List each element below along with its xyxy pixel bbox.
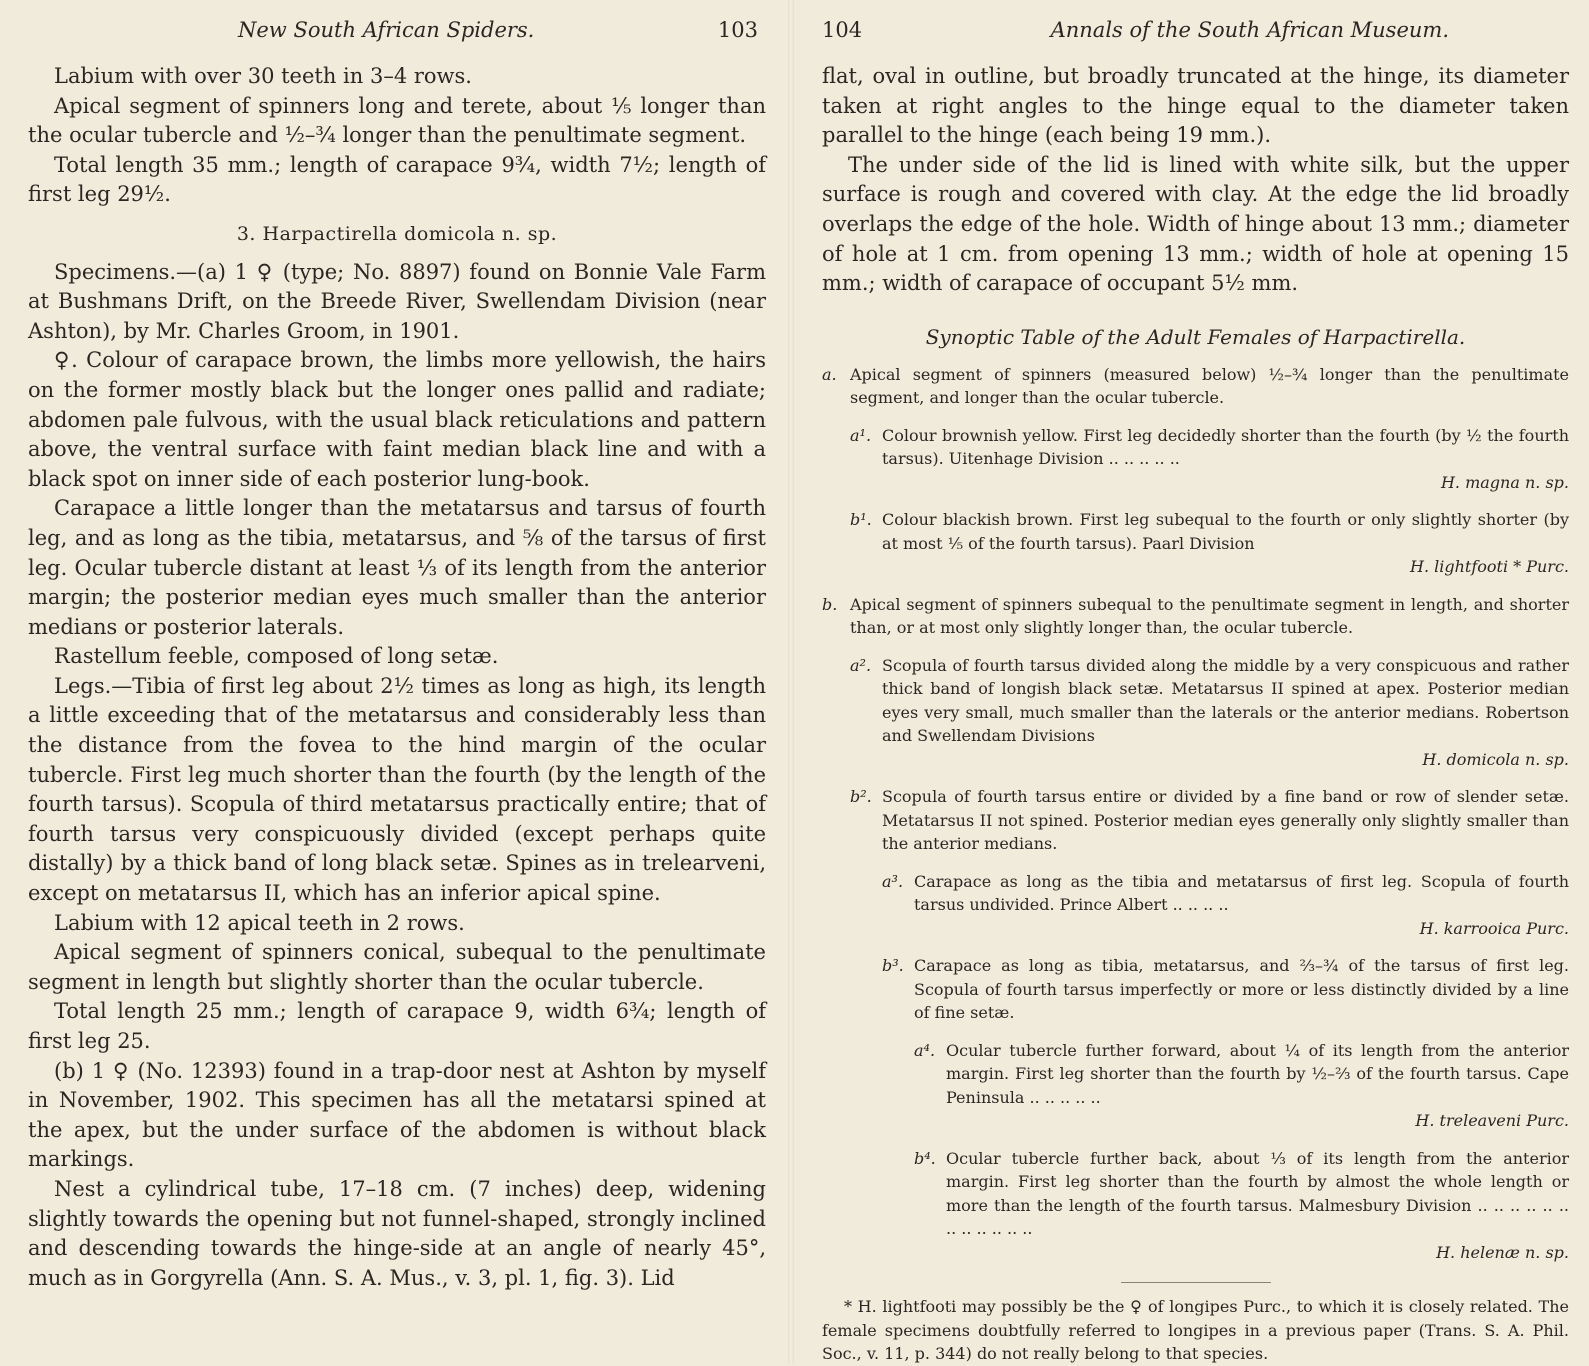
paragraph: Apical segment of spinners conical, subequal to the penultimate segment in length but slightly shorter than the ocular tubercle.: [28, 940, 766, 994]
entry-key: a⁴.: [914, 1040, 936, 1060]
left-running-head: [28, 18, 766, 54]
left-running-title: New South African Spiders.: [238, 18, 535, 42]
paragraph: Total length 25 mm.; length of carapace 9, width 6¾; length of first leg 25.: [28, 999, 766, 1053]
synoptic-table: [822, 363, 1569, 1265]
paragraph: Specimens.—(a) 1 ♀ (type; No. 8897) found on Bonnie Vale Farm at Bushmans Drift, on the Breede River, Swellendam Division (near Ashton), by Mr. Charles Groom, in 1901.: [28, 259, 766, 343]
key-entry-b2: [822, 785, 1569, 856]
species-name: H. domicola n. sp.: [1422, 749, 1569, 769]
paragraph: ♀. Colour of carapace brown, the limbs more yellowish, the hairs on the former mostly black but the longer ones pallid and radiate; abdomen pale fulvous, with the usual black reticulations and pattern above, the ventral surface with faint median black line and with a black spot on inner side of each posterior lung-book.: [28, 348, 766, 491]
key-entry-b: [822, 593, 1569, 640]
right-running-head: [822, 18, 1569, 54]
paragraph: Labium with 12 apical teeth in 2 rows.: [54, 910, 465, 935]
paragraph: Total length 35 mm.; length of carapace 9¾, width 7½; length of first leg 29½.: [28, 152, 766, 207]
key-entry-a1: [822, 424, 1569, 495]
entry-text: Apical segment of spinners (measured below) ½–¾ longer than the penultimate segment, and longer than the ocular tubercle.: [850, 364, 1569, 408]
entry-key: b³.: [882, 956, 904, 976]
entry-text: Scopula of fourth tarsus entire or divided by a fine band or row of slender setæ. Metatarsus II not spined. Posterior median eyes generally only slightly smaller than the anterior medians.: [882, 787, 1569, 854]
paragraph: The under side of the lid is lined with white silk, but the upper surface is rough and covered with clay. At the edge the lid broadly overlaps the edge of the hole. Width of hinge about 13 mm.; diameter of hole at 1 cm. from opening 13 mm.; width of hole at opening 15 mm.; width of carapace of occupant 5½ mm.: [822, 152, 1569, 296]
key-entry-a2: [822, 654, 1569, 772]
entry-key: b.: [822, 594, 838, 614]
entry-key: a².: [850, 655, 872, 675]
right-page-number: 104: [822, 18, 863, 42]
paragraph: (b) 1 ♀ (No. 12393) found in a trap-door nest at Ashton by myself in November, 1902. This specimen has all the metatarsi spined at the apex, but the under surface of the abdomen is without black markings.: [28, 1058, 766, 1172]
entry-text: Carapace as long as tibia, metatarsus, and ⅔–¾ of the tarsus of first leg. Scopula of fourth tarsus imperfectly or more or less distinctly divided by a line of fine setæ.: [914, 956, 1569, 1023]
key-entry-a: [822, 363, 1569, 410]
entry-text: Ocular tubercle further forward, about ¼ of its length from the anterior margin. First leg shorter than the fourth by ½–⅔ of the fourth tarsus. Cape Peninsula .. .. .. .. ..: [946, 1040, 1569, 1107]
entry-text: Colour blackish brown. First leg subequal to the fourth or only slightly shorter (by at most ⅕ of the fourth tarsus). Paarl Division: [882, 510, 1569, 553]
paragraph: Nest a cylindrical tube, 17–18 cm. (7 inches) deep, widening slightly towards the opening but not funnel-shaped, strongly inclined and descending towards the hinge-side at an angle of nearly 45°, much as in Gorgyrella (Ann. S. A. Mus., v. 3, pl. 1, fig. 3). Lid: [28, 1176, 766, 1290]
key-entry-a3: [822, 870, 1569, 941]
paragraph: Apical segment of spinners long and terete, about ⅕ longer than the ocular tubercle and ½–¾ longer than the penultimate segment.: [28, 93, 766, 148]
left-page: [0, 0, 790, 1364]
species-name: H. helenæ n. sp.: [1436, 1242, 1569, 1262]
species-name: H. lightfooti * Purc.: [1409, 557, 1569, 577]
entry-key: a³.: [882, 871, 904, 891]
right-body-text: [822, 62, 1569, 299]
paragraph: flat, oval in outline, but broadly truncated at the hinge, its diameter taken at right angles to the hinge equal to the diameter taken parallel to the hinge (each being 19 mm.).: [822, 64, 1569, 148]
footnote-rule: [1121, 1282, 1271, 1283]
key-entry-a4: [822, 1039, 1569, 1133]
entry-key: a.: [822, 364, 837, 384]
left-body-text: [28, 62, 766, 1293]
footnote: * H. lightfooti may possibly be the ♀ of longipes Purc., to which it is closely related. The female specimens doubtfully referred to longipes in a previous paper (Trans. S. A. Phil. Soc., v. 11, p. 344) do not really belong to that species.: [822, 1297, 1569, 1364]
entry-text: Carapace as long as the tibia and metatarsus of first leg. Scopula of fourth tarsus undivided. Prince Albert .. .. .. ..: [914, 871, 1569, 915]
paragraph: Rastellum feeble, composed of long setæ.: [54, 644, 499, 669]
entry-text: Ocular tubercle further back, about ⅓ of its length from the anterior margin. First leg shorter than the fourth by almost the whole length or more than the length of the fourth tarsus. Malmesbury Division .. .. .. .. .. .. .. .. .. .. .. ..: [946, 1148, 1569, 1239]
entry-text: Scopula of fourth tarsus divided along the middle by a very conspicuous and rather thick band of longish black setæ. Metatarsus II spined at apex. Posterior median eyes very small, much smaller than the laterals or the anterior medians. Robertson and Swellendam Divisions: [882, 655, 1569, 746]
key-entry-b4: [822, 1147, 1569, 1265]
species-heading: 3. Harpactirella domicola n. sp.: [236, 222, 558, 245]
paragraph: Carapace a little longer than the metatarsus and tarsus of fourth leg, and as long as the tibia, metatarsus, and ⅝ of the tarsus of first leg. Ocular tubercle distant at least ⅓ of its length from the anterior margin; the posterior median eyes much smaller than the anterior medians or posterior laterals.: [28, 496, 766, 639]
synoptic-table-title: Synoptic Table of the Adult Females of Harpactirella.: [925, 324, 1466, 349]
key-entry-b3: [822, 954, 1569, 1025]
left-page-number: 103: [717, 18, 758, 42]
entry-key: a¹.: [850, 425, 872, 445]
species-name: H. karrooica Purc.: [1419, 918, 1569, 938]
key-entry-b1: [822, 508, 1569, 579]
entry-key: b¹.: [850, 510, 872, 530]
species-name: H. treleaveni Purc.: [1415, 1111, 1569, 1131]
paragraph: Labium with over 30 teeth in 3–4 rows.: [54, 64, 472, 88]
right-running-title: Annals of the South African Museum.: [1050, 18, 1449, 42]
entry-text: Colour brownish yellow. First leg decidedly shorter than the fourth (by ½ the fourth tarsus). Uitenhage Division .. .. .. .. ..: [882, 425, 1569, 469]
paragraph: Legs.—Tibia of first leg about 2½ times as long as high, its length a little exceeding that of the metatarsus and considerably less than the distance from the fovea to the hind margin of the ocular tubercle. First leg much shorter than the fourth (by the length of the fourth tarsus). Scopula of third metatarsus practically entire; that of fourth tarsus very conspicuously divided (except perhaps quite distally) by a thick band of long black setæ. Spines as in trelearveni, except on metatarsus II, which has an inferior apical spine.: [28, 673, 766, 906]
entry-text: Apical segment of spinners subequal to the penultimate segment in length, and shorter than, or at most only slightly longer than, the ocular tubercle.: [850, 594, 1569, 638]
entry-key: b².: [850, 787, 872, 807]
species-name: H. magna n. sp.: [1440, 472, 1569, 492]
right-page: [790, 0, 1589, 1364]
entry-key: b⁴.: [914, 1148, 936, 1168]
